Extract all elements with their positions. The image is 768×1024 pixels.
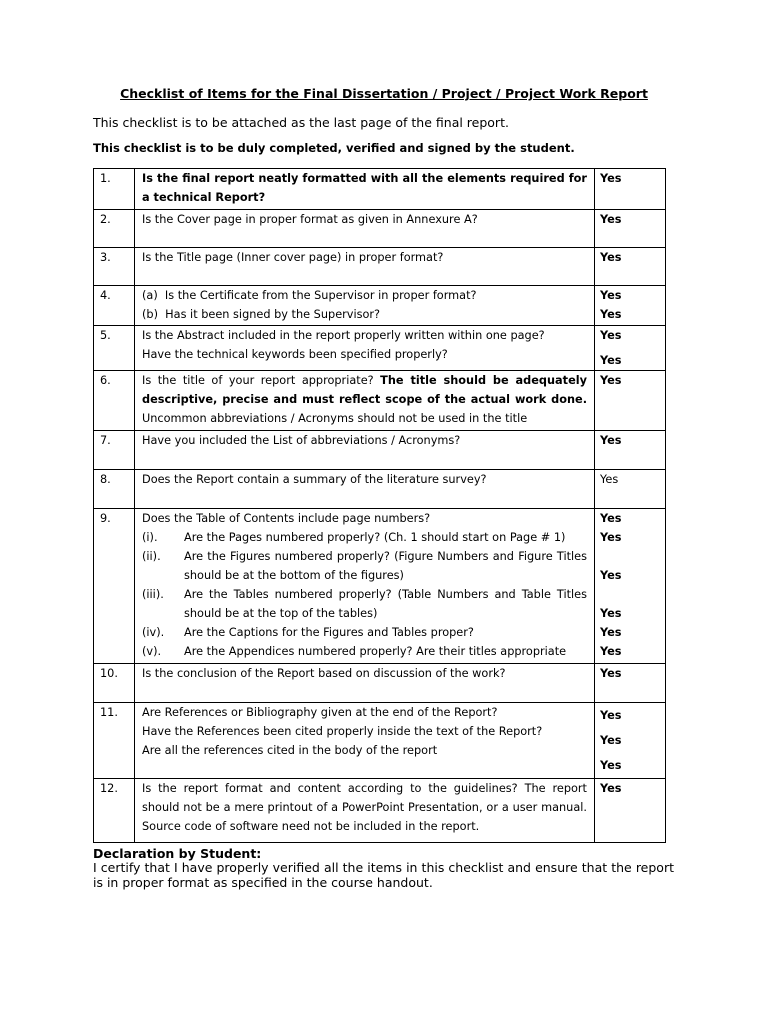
sub-item (142, 547, 587, 585)
table-row (94, 371, 666, 431)
row-answer: Yes (595, 470, 666, 509)
row-answer-line: Yes (600, 354, 622, 367)
row-question (135, 509, 595, 664)
row-question (135, 703, 595, 779)
row-number: 2. (94, 210, 135, 248)
row-answer-line: Yes (600, 308, 622, 321)
row-number: 8. (94, 470, 135, 509)
table-row (94, 664, 666, 703)
row-answer (595, 326, 666, 371)
row-answer-line: Yes (600, 289, 622, 302)
row-question (135, 371, 595, 431)
row-answer: Yes (595, 664, 666, 703)
table-row (94, 210, 666, 248)
row-answer-line: Yes (600, 607, 622, 620)
row-question-line: Are all the references cited in the body of the report (142, 744, 438, 757)
table-row (94, 470, 666, 509)
row-number: 7. (94, 431, 135, 470)
row-answer-line: Yes (600, 512, 622, 525)
row-number: 5. (94, 326, 135, 371)
row-number: 10. (94, 664, 135, 703)
table-row (94, 431, 666, 470)
sub-item-label: (iii). (142, 588, 164, 601)
sub-item-text: Are the Appendices numbered properly? Are their titles appropriate (184, 645, 567, 658)
sub-item (142, 585, 587, 623)
declaration-heading: Declaration by Student: (93, 846, 262, 861)
sub-item (142, 623, 587, 642)
table-row (94, 169, 666, 210)
table-row (94, 779, 666, 843)
row-answer (595, 509, 666, 664)
row-answer-line: Yes (600, 531, 622, 544)
row-question: Does the Report contain a summary of the literature survey? (135, 470, 595, 509)
sub-item (142, 642, 587, 661)
row-question-line: Have the References been cited properly inside the text of the Report? (142, 725, 543, 738)
sub-item-text: Are the Pages numbered properly? (Ch. 1 should start on Page # 1) (184, 531, 566, 544)
row-question: Is the final report neatly formatted with all the elements required for a technical Report? (135, 169, 595, 210)
row-answer-line: Yes (600, 626, 622, 639)
row-question (135, 286, 595, 326)
row-answer: Yes (595, 248, 666, 286)
row-number: 3. (94, 248, 135, 286)
row-answer-line: Yes (600, 709, 622, 722)
row-answer-line: Yes (600, 734, 622, 747)
row-question-line: Are References or Bibliography given at the end of the Report? (142, 706, 498, 719)
sub-item-label: (iv). (142, 626, 165, 639)
row-question-part: Uncommon abbreviations / Acronyms should not be used in the title (142, 393, 591, 425)
row-number: 11. (94, 703, 135, 779)
sub-item-text: Are the Captions for the Figures and Tables proper? (184, 626, 474, 639)
row-question-part: Is the title of your report appropriate? (142, 374, 381, 387)
row-question-line: Does the Table of Contents include page numbers? (142, 512, 431, 525)
row-number: 12. (94, 779, 135, 843)
sub-item-label: (v). (142, 645, 162, 658)
row-question: Is the report format and content according to the guidelines? The report should not be a mere printout of a PowerPoint Presentation, or a user manual. Source code of software need not be included in the report. (135, 779, 595, 843)
row-answer: Yes (595, 431, 666, 470)
row-question-emphasis: The title should be adequately descriptive, precise and must reflect scope of the actual work done. (142, 374, 587, 406)
page-title: Checklist of Items for the Final Dissertation / Project / Project Work Report (120, 86, 648, 101)
sub-item-text: Are the Figures numbered properly? (Figure Numbers and Figure Titles should be at the bottom of the figures) (184, 550, 587, 582)
table-row (94, 509, 666, 664)
intro-instruction: This checklist is to be duly completed, verified and signed by the student. (93, 141, 575, 155)
row-answer-line: Yes (600, 329, 622, 342)
sub-item (142, 528, 587, 547)
row-number: 4. (94, 286, 135, 326)
row-answer-line: Yes (600, 645, 622, 658)
row-number: 1. (94, 169, 135, 210)
row-answer: Yes (595, 371, 666, 431)
table-row (94, 326, 666, 371)
row-question-line: (a) Is the Certificate from the Supervisor in proper format? (142, 289, 477, 302)
sub-item-text: Are the Tables numbered properly? (Table Numbers and Table Titles should be at the top of the tables) (184, 588, 587, 620)
row-question-line: (b) Has it been signed by the Supervisor? (142, 308, 381, 321)
row-question-line: Is the Abstract included in the report properly written within one page? (142, 329, 545, 342)
row-question-line: Have the technical keywords been specified properly? (142, 348, 448, 361)
row-number: 6. (94, 371, 135, 431)
table-row (94, 286, 666, 326)
row-answer: Yes (595, 169, 666, 210)
sub-item-label: (i). (142, 531, 158, 544)
row-question: Have you included the List of abbreviations / Acronyms? (135, 431, 595, 470)
row-answer-line: Yes (600, 569, 622, 582)
sub-item-label: (ii). (142, 550, 161, 563)
table-row (94, 248, 666, 286)
table-row (94, 703, 666, 779)
row-question (135, 326, 595, 371)
row-answer-line: Yes (600, 759, 622, 772)
row-question: Is the Cover page in proper format as given in Annexure A? (135, 210, 595, 248)
row-answer (595, 286, 666, 326)
declaration-text: I certify that I have properly verified all the items in this checklist and ensure that the report is in proper format as specified in the course handout. (93, 860, 674, 890)
row-question: Is the conclusion of the Report based on discussion of the work? (135, 664, 595, 703)
row-answer: Yes (595, 210, 666, 248)
intro-text: This checklist is to be attached as the last page of the final report. (93, 115, 509, 130)
row-number: 9. (94, 509, 135, 664)
row-answer: Yes (595, 779, 666, 843)
row-answer (595, 703, 666, 779)
row-question: Is the Title page (Inner cover page) in proper format? (135, 248, 595, 286)
checklist-table (93, 168, 666, 843)
